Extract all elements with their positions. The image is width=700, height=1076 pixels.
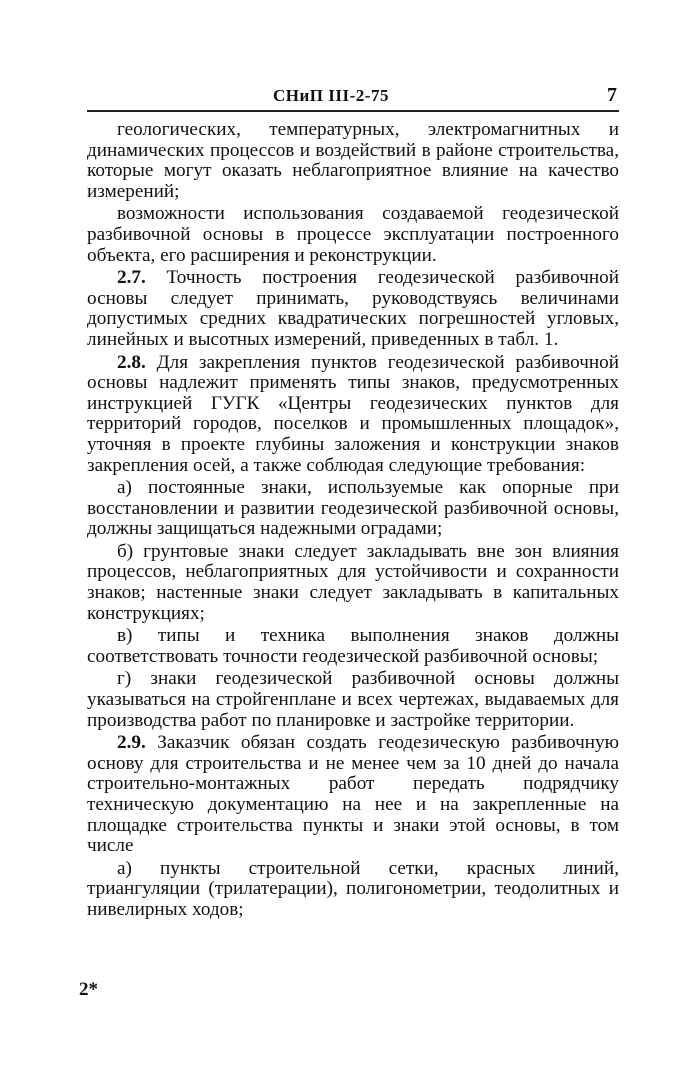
- header-divider: [87, 110, 619, 112]
- list-item-a-permanent-marks: а) постоянные знаки, используемые как опорные при восстановлении и развитии геодезической разбивочной основы, должны защищаться надежными оградами;: [87, 477, 619, 540]
- document-body: [87, 120, 619, 921]
- list-item-a-grid-points: а) пункты строительной сетки, красных линий, триангуляции (трилатерации), полигонометрии, теодолитных и нивелирных ходов;: [87, 857, 619, 920]
- clause-2-7: 2.7. Точность построения геодезической разбивочной основы следует принимать, руководствуясь величинами допустимых средних квадратических погрешностей угловых, линейных и высотных измерений, приведенных в табл. 1.: [87, 267, 619, 350]
- page-header: [87, 80, 619, 108]
- clause-2-8: 2.8. Для закрепления пунктов геодезической разбивочной основы надлежит применять типы знаков, предусмотренных инструкцией ГУГК «Центры геодезических пунктов для территорий городов, поселков и промышленных площадок», уточняя в проекте глубины заложения и конструкции знаков закрепления осей, а также соблюдая следующие требования:: [87, 351, 619, 476]
- paragraph-geological-processes: геологических, температурных, электромагнитных и динамических процессов и воздействий в районе строительства, которые могут оказать неблагоприятное влияние на качество измерений;: [87, 119, 619, 202]
- clause-number: 2.7.: [117, 267, 146, 289]
- document-code: СНиП III-2-75: [273, 86, 389, 105]
- page-number: 7: [607, 84, 617, 106]
- clause-number: 2.9.: [117, 732, 146, 754]
- signature-mark: 2*: [79, 979, 98, 1000]
- list-item-b-ground-marks: б) грунтовые знаки следует закладывать вне зон влияния процессов, неблагоприятных для устойчивости и сохранности знаков; настенные знаки следует закладывать в капитальных конструкциях;: [87, 540, 619, 624]
- list-item-g-mark-drawings: г) знаки геодезической разбивочной основы должны указываться на стройгенплане и всех чертежах, выдаваемых для производства работ по планировке и застройке территории.: [87, 668, 619, 731]
- clause-number: 2.8.: [117, 351, 146, 373]
- list-item-v-mark-types: в) типы и техника выполнения знаков должны соответствовать точности геодезической разбивочной основы;: [87, 625, 619, 667]
- paragraph-reuse-of-base: возможности использования создаваемой геодезической разбивочной основы в процессе эксплуатации построенного объекта, его расширения и реконструкции.: [87, 203, 619, 266]
- clause-2-9: 2.9. Заказчик обязан создать геодезическую разбивочную основу для строительства и не менее чем за 10 дней до начала строительно-монтажных работ передать подрядчику техническую документацию на нее и на закрепленные на площадке строительства пункты и знаки этой основы, в том числе: [87, 732, 619, 857]
